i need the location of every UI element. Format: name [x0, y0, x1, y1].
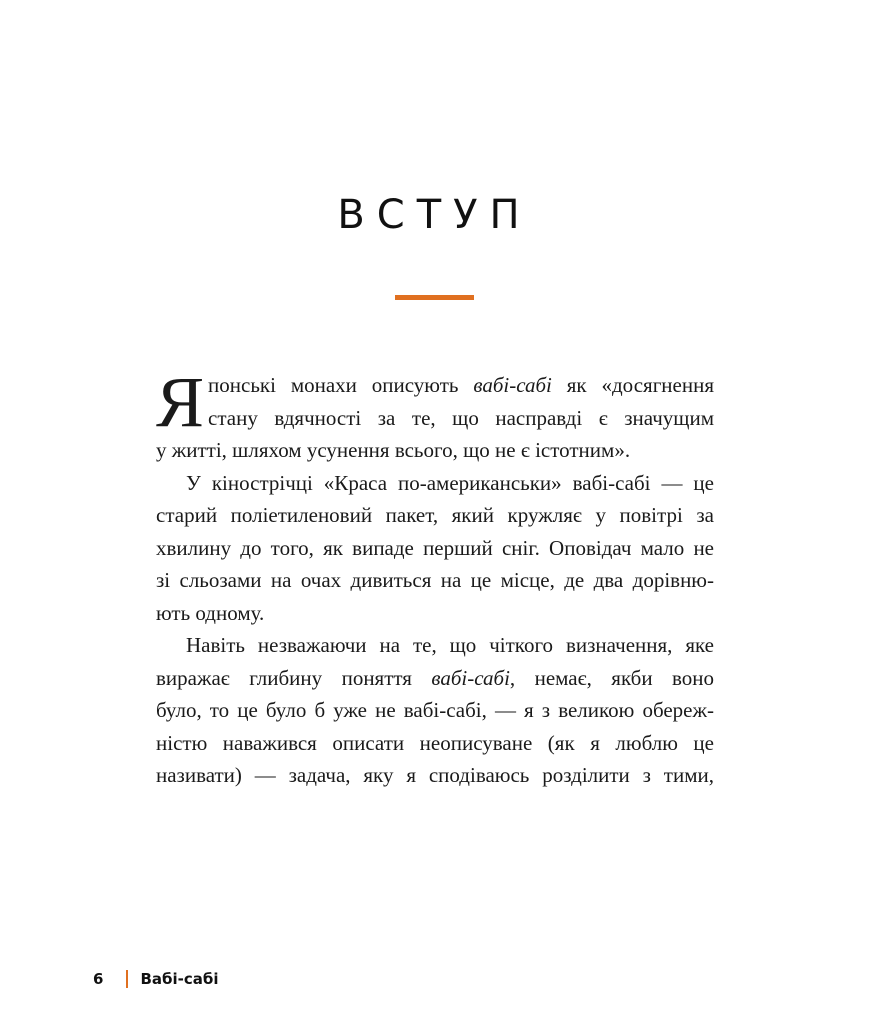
text-line: Навіть незважаючи на те, що чіткого визначення, яке — [186, 633, 714, 657]
paragraph-2 — [156, 467, 714, 630]
text-line: У кінострічці «Краса по-американськи» вабі-сабі — це — [186, 470, 714, 495]
page-footer — [93, 968, 218, 990]
body-text — [156, 362, 714, 792]
text-line: стану вдячності за те, що насправді є значущим — [208, 405, 714, 430]
paragraph-3 — [156, 629, 714, 792]
page-number: 6 — [93, 970, 104, 988]
title-accent-rule — [395, 295, 474, 300]
emphasis-term: вабі-сабі — [473, 373, 552, 397]
chapter-title: ВСТУП — [337, 192, 532, 238]
text-line: понські монахи описують вабі-сабі як «досягнення — [208, 373, 714, 397]
footer-accent-bar — [126, 970, 128, 988]
text-line: було, то це було б уже не вабі-сабі, — я з великою обереж- — [156, 698, 714, 722]
text-line: називати) — задача, яку я сподіваюсь розділити з тими, — [156, 763, 714, 787]
text-line: виражає глибину поняття вабі-сабі, немає, якби воно — [156, 665, 714, 690]
text-line: у житті, шляхом усунення всього, що не є істотним». — [156, 438, 631, 462]
running-title: Вабі-сабі — [140, 970, 219, 988]
text-line: зі сльозами на очах дивиться на це місце, де два дорівню- — [156, 568, 714, 592]
text-line: старий поліетиленовий пакет, який кружляє у повітрі за — [156, 503, 714, 527]
text-line: хвилину до того, як випаде перший сніг. Оповідач мало не — [156, 535, 714, 560]
drop-cap: Я — [156, 362, 205, 442]
emphasis-term: вабі-сабі — [431, 665, 510, 690]
text-line: ністю наважився описати неописуване (як я люблю це — [156, 730, 714, 755]
text-line: ють одному. — [156, 600, 265, 625]
paragraph-1 — [156, 362, 714, 467]
